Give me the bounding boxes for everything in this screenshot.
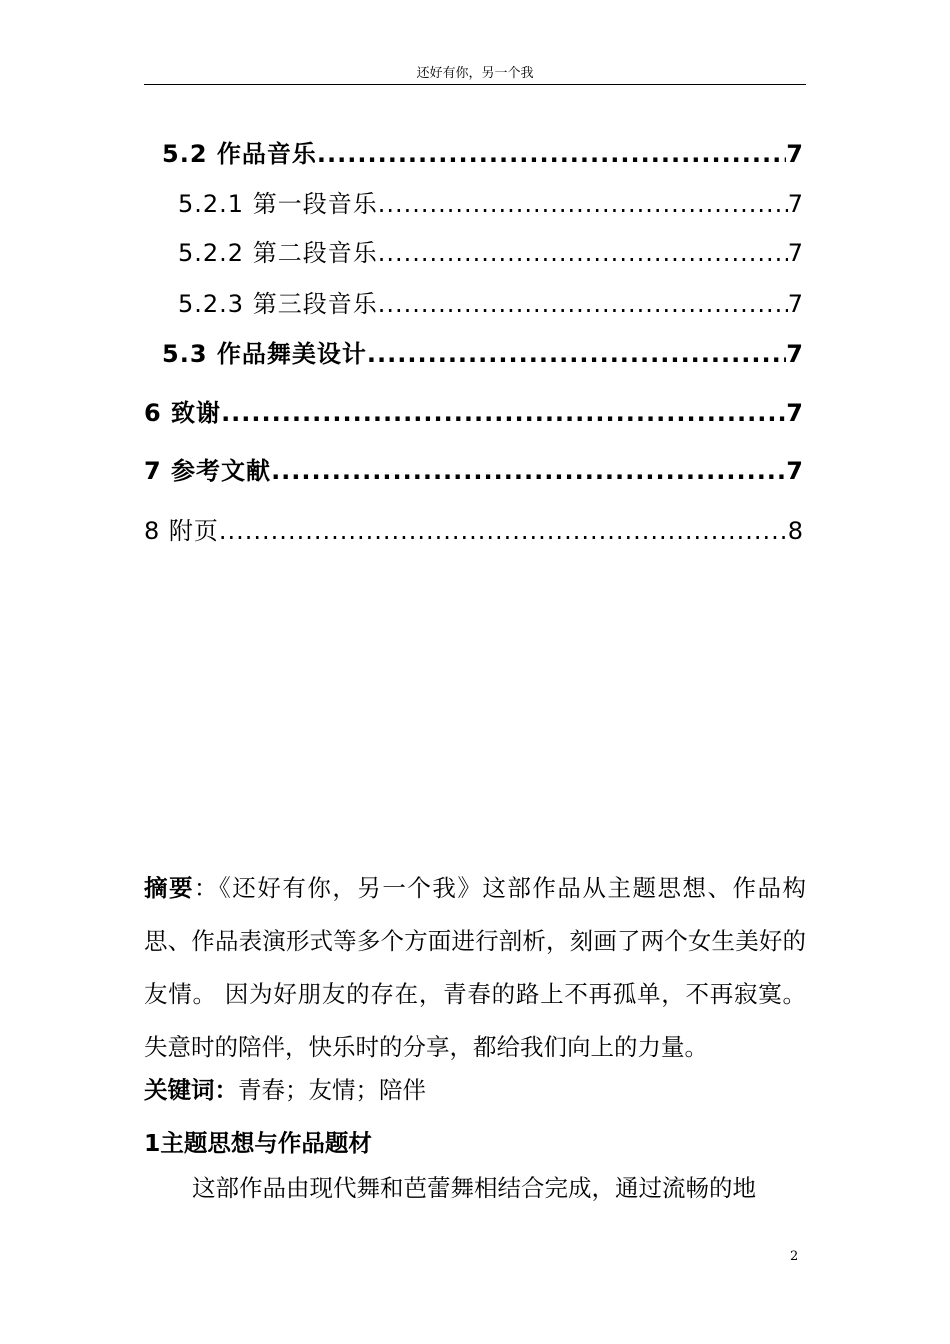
toc-leader [378, 239, 788, 267]
toc-entry-title: 6 致谢 [144, 399, 222, 427]
toc-entry[interactable] [144, 511, 804, 546]
toc-entry-page: 7 [787, 239, 804, 267]
toc-leader [378, 190, 788, 218]
abstract-paragraph [144, 862, 806, 1074]
toc-leader [378, 290, 788, 318]
section-paragraph: 这部作品由现代舞和芭蕾舞相结合完成，通过流畅的地 [192, 1174, 756, 1202]
toc-entry[interactable] [178, 184, 804, 219]
toc-entry[interactable] [144, 451, 804, 486]
toc-entry-title: 5.2 作品音乐 [162, 140, 317, 168]
toc-entry-title: 5.2.1 第一段音乐 [178, 190, 378, 218]
toc-entry-title: 7 参考文献 [144, 457, 272, 485]
toc-entry-page: 7 [786, 399, 804, 427]
toc-entry-page: 7 [787, 290, 804, 318]
running-header: 还好有你，另一个我 [416, 66, 534, 81]
toc-leader [317, 140, 786, 168]
toc-leader [221, 399, 786, 427]
toc-entry[interactable] [144, 393, 804, 428]
keywords-label: 关键词： [144, 1076, 238, 1104]
toc-leader [271, 457, 786, 485]
toc-entry[interactable] [162, 334, 804, 369]
toc-entry-page: 7 [786, 140, 804, 168]
toc-entry-page: 8 [787, 517, 804, 545]
toc-leader [367, 340, 786, 368]
toc-entry[interactable] [178, 284, 804, 319]
toc-entry[interactable] [178, 233, 804, 268]
page-number: 2 [790, 1249, 799, 1264]
abstract-colon: ： [194, 874, 220, 902]
header-rule [144, 84, 806, 85]
toc-entry-title: 5.2.3 第三段音乐 [178, 290, 378, 318]
abstract-label: 摘要 [144, 874, 195, 902]
toc-leader [219, 517, 788, 545]
toc-entry-page: 7 [786, 457, 804, 485]
toc-entry-title: 5.2.2 第二段音乐 [178, 239, 378, 267]
toc-entry-page: 7 [787, 190, 804, 218]
abstract-text: 《还好有你，另一个我》这部作品从主题思想、作品构思、作品表演形式等多个方面进行剖析，刻画了两个女生美好的友情。 因为好朋友的存在，青春的路上不再孤单，不再寂寞。失意时的陪伴，快乐时的分享，都给我们向上的力量。 [144, 874, 807, 1061]
toc-entry-page: 7 [786, 340, 804, 368]
toc-entry-title: 8 附页 [144, 517, 219, 545]
keywords-text: 青春；友情；陪伴 [238, 1076, 426, 1104]
section-heading: 1主题思想与作品题材 [144, 1129, 372, 1157]
keywords-line [144, 1071, 426, 1105]
toc-entry[interactable] [162, 134, 804, 169]
toc-entry-title: 5.3 作品舞美设计 [162, 340, 367, 368]
